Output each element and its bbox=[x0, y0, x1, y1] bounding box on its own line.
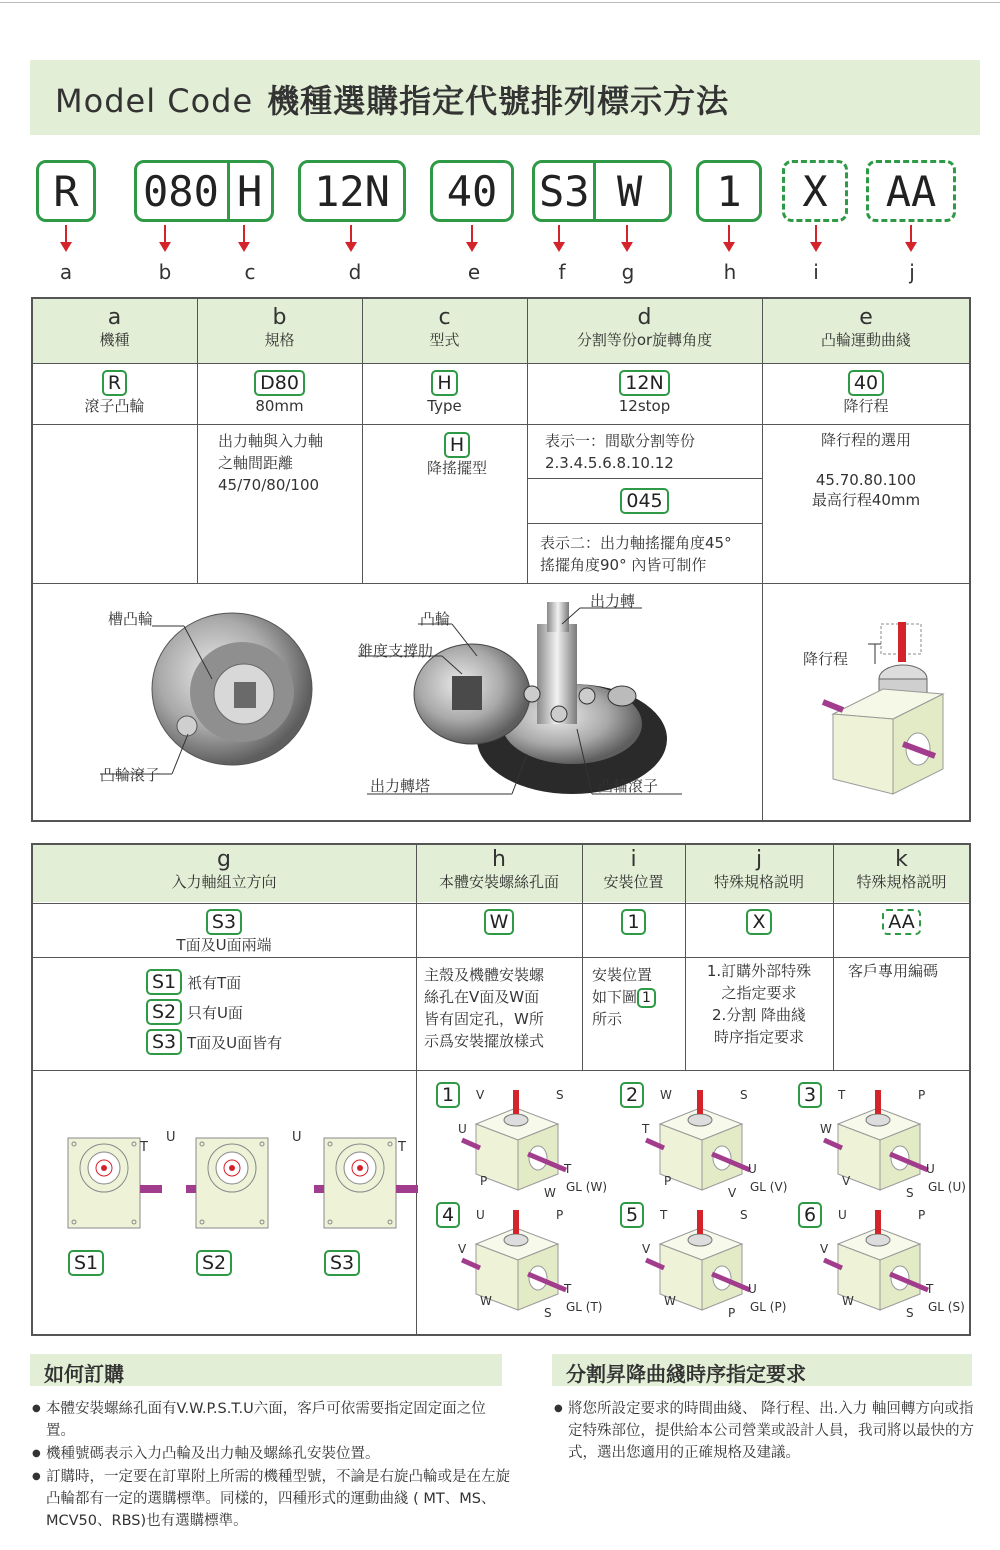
position-badge: 1 bbox=[436, 1082, 460, 1108]
t2-header-k bbox=[833, 848, 970, 892]
side-label: T bbox=[398, 1140, 406, 1155]
face-label: T bbox=[926, 1282, 934, 1296]
face-label: S bbox=[556, 1088, 564, 1102]
t2-r2-g-options bbox=[146, 968, 282, 1058]
t2-r1-j bbox=[685, 909, 833, 935]
label-output-shaft: 出力轉 bbox=[590, 592, 636, 610]
header-name: 規格 bbox=[264, 331, 295, 349]
code-text: S3 bbox=[539, 166, 590, 216]
text-line bbox=[592, 986, 656, 1008]
position-badge: 4 bbox=[436, 1202, 460, 1228]
code-badge: S2 bbox=[146, 999, 182, 1025]
t2-r1-g bbox=[32, 909, 416, 955]
header-letter: e bbox=[859, 305, 873, 330]
table2-rule bbox=[32, 903, 970, 904]
header-name: 特殊規格説明 bbox=[713, 873, 804, 891]
letter-e: e bbox=[467, 260, 481, 284]
face-label: S bbox=[740, 1208, 748, 1222]
text-line: 之指定要求 bbox=[721, 984, 797, 1002]
side-label: U bbox=[292, 1130, 302, 1145]
t1-r2-d-badge bbox=[527, 488, 762, 514]
position-badge: 3 bbox=[798, 1082, 822, 1108]
header-name: 安裝位置 bbox=[603, 873, 664, 891]
text-line: 皆有固定孔，W所 bbox=[424, 1010, 544, 1028]
s-view-badge: S3 bbox=[324, 1250, 360, 1276]
side-label: U bbox=[166, 1130, 176, 1145]
page-title bbox=[55, 76, 729, 122]
arrow-i bbox=[815, 225, 817, 243]
t2-r2-h bbox=[424, 964, 544, 1052]
label-output-turret: 出力轉塔 bbox=[370, 777, 431, 795]
text-line: 主殼及機體安裝螺 bbox=[424, 966, 545, 984]
text-line: 示爲安裝擺放樣式 bbox=[424, 1032, 545, 1050]
face-label: S bbox=[740, 1088, 748, 1102]
face-label: S bbox=[544, 1306, 552, 1320]
face-label: T bbox=[838, 1088, 846, 1102]
order-bullet: ● 訂購時，一定要在訂單附上所需的機種型號，不論是右旋凸輪或是在左旋凸輪都有一定的選購標準。同樣的，四種形式的運動曲綫 ( MT、MS、MCV50、RBS)也有選購標準。 bbox=[32, 1466, 512, 1532]
t1-header-b bbox=[197, 306, 362, 350]
code-text: AA bbox=[885, 166, 937, 216]
code-box-bc bbox=[134, 160, 274, 222]
text-line: 絲孔在V面及W面 bbox=[424, 988, 540, 1006]
code-badge: AA bbox=[882, 909, 921, 935]
face-label: U bbox=[926, 1162, 935, 1176]
t2-r2-i bbox=[592, 964, 656, 1030]
position-badge: 2 bbox=[620, 1082, 644, 1108]
timing-title: 分割昇降曲綫時序指定要求 bbox=[566, 1362, 806, 1386]
code-badge: S3 bbox=[146, 1029, 182, 1055]
letter-a: a bbox=[59, 260, 73, 284]
face-label: V bbox=[642, 1242, 651, 1256]
title-en: Model Code bbox=[55, 82, 254, 120]
face-label: P bbox=[918, 1208, 926, 1222]
face-label: T bbox=[564, 1162, 572, 1176]
face-label: W bbox=[820, 1122, 832, 1136]
text-line: 所示 bbox=[592, 1010, 623, 1028]
s-view-badge: S2 bbox=[196, 1250, 232, 1276]
code-badge: 1 bbox=[621, 909, 645, 935]
arrow-d bbox=[350, 225, 352, 243]
position-caption: GL (T) bbox=[566, 1300, 603, 1314]
t1-header-d bbox=[527, 306, 762, 350]
s-view-2 bbox=[186, 1134, 296, 1234]
code-box-fg bbox=[532, 160, 672, 222]
text-line: 2.分割 降曲綫 bbox=[711, 1006, 807, 1024]
text-line: 45.70.80.100 bbox=[815, 471, 917, 489]
face-label: P bbox=[918, 1088, 926, 1102]
option-text: T面及U面皆有 bbox=[186, 1034, 283, 1052]
letter-c: c bbox=[244, 260, 256, 284]
code-badge: D80 bbox=[254, 370, 305, 396]
t2-r1-k bbox=[833, 909, 970, 935]
code-badge: H bbox=[444, 432, 470, 458]
face-label: P bbox=[556, 1208, 564, 1222]
face-label: W bbox=[660, 1088, 672, 1102]
header-name: 特殊規格説明 bbox=[856, 873, 947, 891]
text-line: 搖擺角度90° 內皆可制作 bbox=[540, 556, 707, 574]
position-caption: GL (P) bbox=[750, 1300, 787, 1314]
header-letter: b bbox=[272, 305, 287, 330]
option-text: 衹有T面 bbox=[186, 974, 242, 992]
label-stroke: 降行程 bbox=[803, 650, 849, 668]
s-view-3 bbox=[314, 1134, 424, 1234]
header-letter: a bbox=[107, 305, 122, 330]
text-line: 1.訂購外部特殊 bbox=[706, 962, 812, 980]
s-view-1 bbox=[58, 1134, 168, 1234]
header-letter: j bbox=[755, 847, 763, 872]
code-box-i bbox=[782, 160, 848, 222]
s-view-badge: S1 bbox=[68, 1250, 104, 1276]
t1-r1-b bbox=[197, 370, 362, 416]
code-box-h bbox=[696, 160, 762, 222]
code-text: 1 bbox=[716, 166, 742, 216]
code-badge: S3 bbox=[206, 909, 242, 935]
code-box-a bbox=[36, 160, 96, 222]
t2-header-i bbox=[582, 848, 685, 892]
code-divider bbox=[593, 163, 596, 219]
table1-rule bbox=[527, 478, 762, 479]
face-label: P bbox=[664, 1174, 672, 1188]
arrow-c bbox=[243, 225, 245, 243]
text-line: 表示二：出力軸搖擺角度45° bbox=[540, 534, 732, 552]
face-label: V bbox=[728, 1186, 737, 1200]
face-label: V bbox=[476, 1088, 485, 1102]
face-label: S bbox=[906, 1306, 914, 1320]
code-badge: W bbox=[484, 909, 515, 935]
arrow-g bbox=[626, 225, 628, 243]
t1-r1-d bbox=[527, 370, 762, 416]
code-badge: H bbox=[431, 370, 457, 396]
face-label: P bbox=[728, 1306, 736, 1320]
code-box-j bbox=[866, 160, 956, 222]
cell-desc: 滾子凸輪 bbox=[84, 397, 145, 415]
option-s2 bbox=[146, 998, 282, 1028]
code-divider bbox=[227, 163, 230, 219]
code-text: W bbox=[617, 166, 643, 216]
t2-r2-k: 客戶專用編碼 bbox=[848, 962, 939, 980]
t1-r2-c bbox=[362, 432, 552, 478]
face-label: T bbox=[564, 1282, 572, 1296]
t1-r2-b bbox=[218, 430, 323, 496]
letter-b: b bbox=[158, 260, 172, 284]
cell-desc: 80mm bbox=[255, 397, 304, 415]
header-letter: c bbox=[438, 305, 451, 330]
text-line: 出力軸與入力軸 bbox=[218, 432, 324, 450]
code-text: X bbox=[802, 166, 828, 216]
code-text: R bbox=[53, 166, 79, 216]
option-s1 bbox=[146, 968, 282, 998]
code-text: 080 bbox=[143, 166, 219, 216]
table1-rule bbox=[32, 424, 970, 425]
cell-desc: 12stop bbox=[618, 397, 671, 415]
position-caption: GL (W) bbox=[566, 1180, 608, 1194]
header-name: 機種 bbox=[99, 331, 130, 349]
letter-h: h bbox=[723, 260, 737, 284]
arrow-e bbox=[471, 225, 473, 243]
t1-r1-a bbox=[32, 370, 197, 416]
header-letter: h bbox=[492, 847, 506, 872]
position-badge: 6 bbox=[798, 1202, 822, 1228]
header-name: 凸輪運動曲綫 bbox=[820, 331, 911, 349]
code-box-d bbox=[298, 160, 406, 222]
table2-rule bbox=[32, 957, 970, 958]
table2-rule bbox=[32, 1070, 970, 1071]
arrow-a bbox=[65, 225, 67, 243]
cell-desc: 降搖擺型 bbox=[426, 459, 487, 477]
t1-header-a bbox=[32, 306, 197, 350]
text-line: 安裝位置 bbox=[592, 966, 653, 984]
table1-rule bbox=[32, 363, 970, 364]
order-title: 如何訂購 bbox=[44, 1362, 124, 1386]
code-badge: R bbox=[102, 370, 127, 396]
order-bullet: ● 機種號碼表示入力凸輪及出力軸及螺絲孔安裝位置。 bbox=[32, 1443, 512, 1465]
code-text: 12N bbox=[314, 166, 390, 216]
text-line: 最高行程40mm bbox=[811, 491, 921, 509]
code-badge: 1 bbox=[637, 988, 656, 1008]
t2-header-g bbox=[32, 848, 416, 892]
header-letter: k bbox=[895, 847, 908, 872]
option-text: 只有U面 bbox=[186, 1004, 243, 1022]
title-zh: 機種選購指定代號排列標示方法 bbox=[267, 82, 730, 120]
face-label: U bbox=[748, 1162, 757, 1176]
letter-f: f bbox=[558, 260, 566, 284]
header-letter: i bbox=[630, 847, 637, 872]
face-label: W bbox=[664, 1294, 676, 1308]
stroke-diagram bbox=[763, 584, 970, 821]
face-label: W bbox=[544, 1186, 556, 1200]
t2-header-h bbox=[416, 848, 582, 892]
code-badge: S1 bbox=[146, 969, 182, 995]
position-caption: GL (V) bbox=[750, 1180, 788, 1194]
face-label: W bbox=[842, 1294, 854, 1308]
side-label: T bbox=[140, 1140, 148, 1155]
cell-desc: T面及U面兩端 bbox=[176, 936, 272, 954]
code-badge: 40 bbox=[848, 370, 884, 396]
face-label: V bbox=[820, 1242, 829, 1256]
t1-header-c bbox=[362, 306, 527, 350]
code-text: 40 bbox=[446, 166, 498, 216]
letter-i: i bbox=[813, 260, 819, 284]
face-label: T bbox=[660, 1208, 668, 1222]
text-line: 45/70/80/100 bbox=[218, 476, 320, 494]
code-box-e bbox=[430, 160, 514, 222]
t2-r1-h bbox=[416, 909, 582, 935]
t2-r1-i bbox=[582, 909, 685, 935]
t1-r1-c bbox=[362, 370, 527, 416]
code-badge: X bbox=[746, 909, 771, 935]
letter-j: j bbox=[909, 260, 915, 284]
position-badge: 5 bbox=[620, 1202, 644, 1228]
cell-desc: 降行程 bbox=[843, 397, 889, 415]
text-line: 降行程的選用 bbox=[820, 431, 911, 449]
label-cam: 凸輪 bbox=[420, 610, 451, 628]
text-part: 如下圖 bbox=[592, 988, 638, 1006]
code-badge: 045 bbox=[620, 488, 668, 514]
arrow-b bbox=[164, 225, 166, 243]
option-s3 bbox=[146, 1028, 282, 1058]
header-name: 本體安裝螺絲孔面 bbox=[438, 873, 559, 891]
cell-desc: Type bbox=[427, 397, 462, 415]
face-label: V bbox=[842, 1174, 851, 1188]
order-bullet: ● 本體安裝螺絲孔面有V.W.P.S.T.U六面，客戶可依需要指定固定面之位置。 bbox=[32, 1398, 512, 1442]
header-name: 分割等份or旋轉角度 bbox=[576, 331, 713, 349]
t1-r2-e bbox=[762, 430, 970, 510]
t1-r2-d-bottom bbox=[540, 532, 732, 576]
face-label: P bbox=[480, 1174, 488, 1188]
position-caption: GL (S) bbox=[928, 1300, 965, 1314]
position-caption: GL (U) bbox=[928, 1180, 966, 1194]
label-cam-roller-left: 凸輪滾子 bbox=[100, 766, 161, 784]
face-label: U bbox=[838, 1208, 847, 1222]
face-label: W bbox=[480, 1294, 492, 1308]
t1-header-e bbox=[762, 306, 970, 350]
face-label: U bbox=[458, 1122, 467, 1136]
face-label: S bbox=[906, 1186, 914, 1200]
t1-r1-e bbox=[762, 370, 970, 416]
header-name: 型式 bbox=[429, 331, 460, 349]
text-line: 之軸間距離 bbox=[218, 454, 294, 472]
groove-cam-image bbox=[152, 613, 312, 765]
letter-g: g bbox=[621, 260, 635, 284]
arrow-f bbox=[558, 225, 560, 243]
header-letter: d bbox=[637, 305, 652, 330]
label-cam-roller-right: 凸輪滾子 bbox=[598, 777, 659, 795]
t2-r2-j bbox=[685, 960, 833, 1048]
cam-assembly-image bbox=[414, 602, 667, 794]
face-label: U bbox=[748, 1282, 757, 1296]
order-bullets bbox=[32, 1398, 512, 1533]
code-badge: 12N bbox=[619, 370, 669, 396]
label-groove-cam: 槽凸輪 bbox=[108, 610, 154, 628]
face-label: V bbox=[458, 1242, 467, 1256]
text-line: 表示一：間歇分割等份 bbox=[545, 432, 696, 450]
timing-bullet: ● 將您所設定要求的時間曲綫、 降行程、出.入力 軸回轉方向或指定特殊部位，提供給本公司營業或設計人員，我司將以最快的方式，選出您適用的正確規格及建議。 bbox=[554, 1398, 974, 1464]
timing-bullets bbox=[554, 1398, 974, 1465]
face-label: T bbox=[642, 1122, 650, 1136]
top-rule bbox=[0, 2, 1000, 3]
text-line: 2.3.4.5.6.8.10.12 bbox=[545, 454, 674, 472]
letter-d: d bbox=[348, 260, 362, 284]
arrow-h bbox=[728, 225, 730, 243]
text-line: 時序指定要求 bbox=[713, 1028, 804, 1046]
t1-r2-d-top bbox=[545, 430, 695, 474]
t2-header-j bbox=[685, 848, 833, 892]
face-label: U bbox=[476, 1208, 485, 1222]
label-taper-support: 錐度支撐肋 bbox=[358, 642, 434, 660]
table1-rule bbox=[527, 523, 762, 524]
arrow-j bbox=[910, 225, 912, 243]
code-text: H bbox=[237, 166, 263, 216]
header-name: 入力軸組立方向 bbox=[171, 873, 277, 891]
header-letter: g bbox=[217, 847, 231, 872]
